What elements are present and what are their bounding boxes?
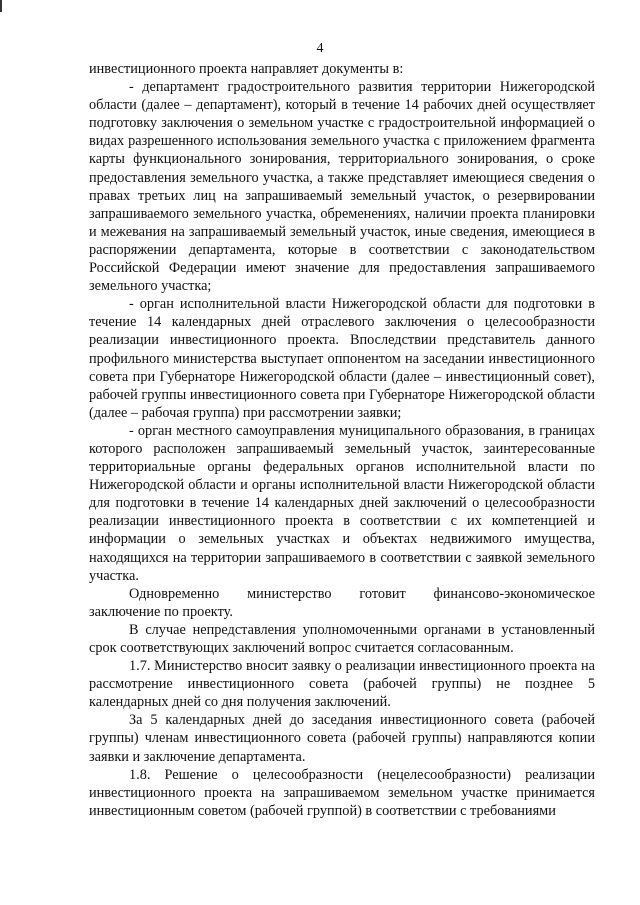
paragraph-department: - департамент градостроительного развития территории Нижегородской области (далее – департамент), который в течение 14 рабочих дней осуществляет подготовку заключения о земельном участке с градостроительной информацией о видах разрешенного использования земельного участка с приложением фрагмента карты функционального зонирования, территориального зонирования, о сроке предоставления земельного участка, а также представляет имеющиеся сведения о правах третьих лиц на запрашиваемый земельный участок, о резервировании запрашиваемого земельного участка, обременениях, наличии проекта планировки и межевания на запрашиваемый земельный участок, иные сведения, имеющиеся в распоряжении департамента, которые в соответствии с законодательством Российской Федерации имеют значение для предоставления запрашиваемого земельного участка; [89, 79, 595, 295]
paragraph-local-government: - орган местного самоуправления муниципального образования, в границах которого расположен запрашиваемый земельный участок, заинтересованные территориальные органы федеральных органов исполнительной власти по Нижегородской области и органы исполнительной власти Нижегородской области для подготовки в течение 14 календарных дней заключений о целесообразности реализации инвестиционного проекта в соответствии с их компетенцией и информации о земельных участках и объектах недвижимого имущества, находящихся на территории запрашиваемого в соответствии с заявкой земельного участка. [89, 422, 595, 584]
paragraph-continuation: инвестиционного проекта направляет документы в: [89, 61, 404, 77]
paragraph-copies-sent: За 5 календарных дней до заседания инвестиционного совета (рабочей группы) членам инвестиционного совета (рабочей группы) направляются копии заявки и заключение департамента. [89, 712, 595, 765]
scan-edge-mark [0, 0, 2, 12]
paragraph-non-submission: В случае непредставления уполномоченными органами в установленный срок соответствующих заключений вопрос считается согласованным. [89, 621, 595, 656]
paragraph-clause-1-8: 1.8. Решение о целесообразности (нецелесообразности) реализации инвестиционного проекта на запрашиваемом земельном участке принимается инвестиционным советом (рабочей группой) в соответствии с требованиями [89, 766, 595, 819]
document-body [89, 60, 595, 820]
paragraph-executive-body: - орган исполнительной власти Нижегородской области для подготовки в течение 14 календарных дней отраслевого заключения о целесообразности реализации инвестиционного проекта. Впоследствии представитель данного профильного министерства выступает оппонентом на заседании инвестиционного совета при Губернаторе Нижегородской области (далее – инвестиционный совет), рабочей группы инвестиционного совета при Губернаторе Нижегородской области (далее – рабочая группа) при рассмотрении заявки; [89, 296, 595, 421]
paragraph-clause-1-7: 1.7. Министерство вносит заявку о реализации инвестиционного проекта на рассмотрение инвестиционного совета (рабочей группы) не позднее 5 календарных дней со дня получения заключений. [89, 658, 595, 711]
paragraph-ministry-conclusion: Одновременно министерство готовит финансово-экономическое заключение по проекту. [89, 585, 595, 620]
page-number: 4 [316, 41, 324, 56]
